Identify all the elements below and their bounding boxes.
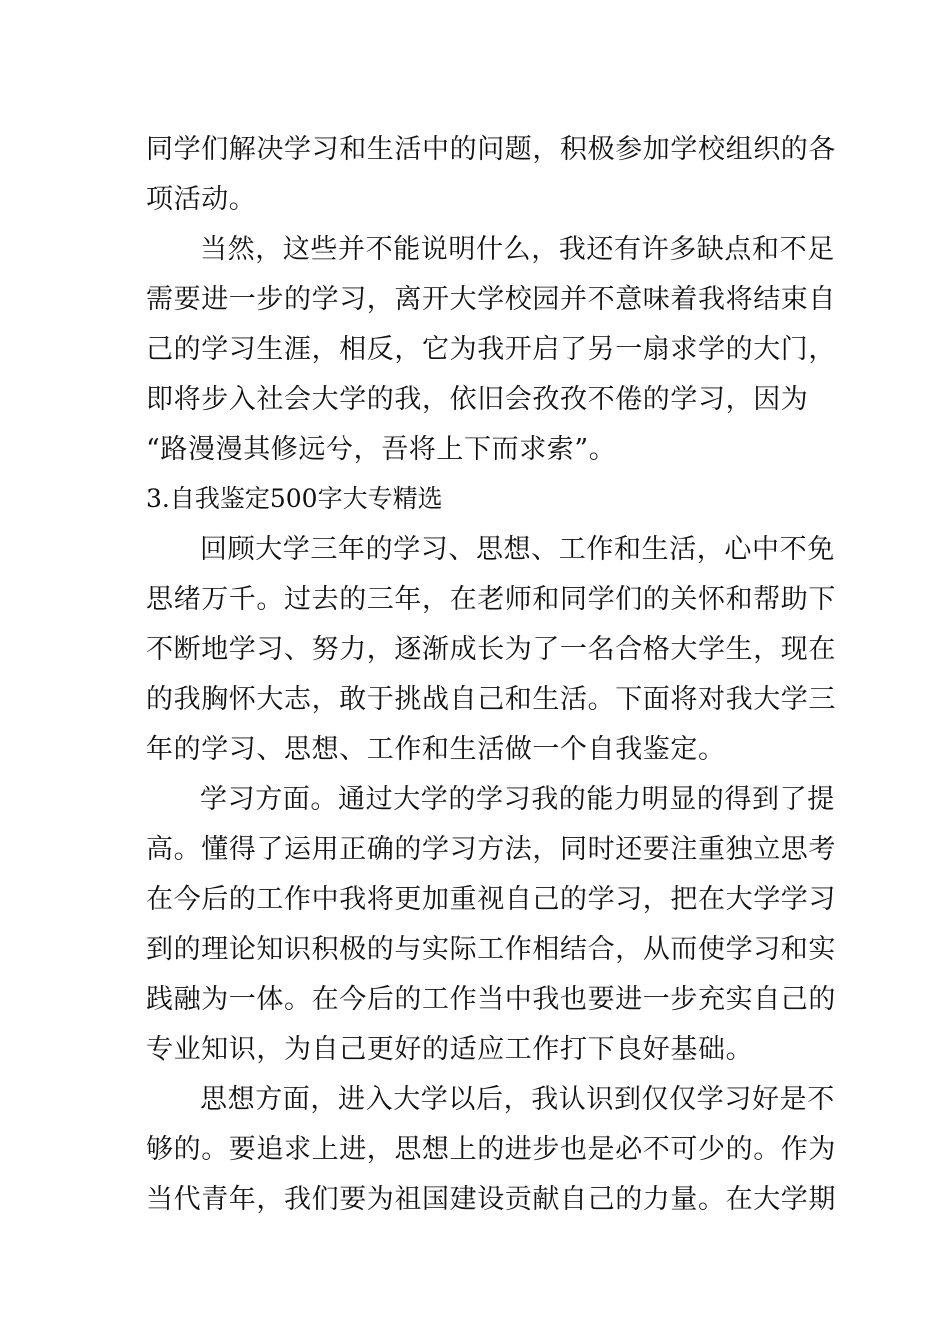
paragraph-line: 当然，这些并不能说明什么，我还有许多缺点和不足 bbox=[200, 234, 835, 265]
section-heading: 3.自我鉴定500字大专精选 bbox=[146, 484, 443, 513]
paragraph-line: 回顾大学三年的学习、思想、工作和生活，心中不免 bbox=[200, 534, 835, 565]
paragraph-line: 的我胸怀大志，敢于挑战自己和生活。下面将对我大学三 bbox=[146, 684, 836, 715]
paragraph-line: 思想方面，进入大学以后，我认识到仅仅学习好是不 bbox=[200, 1084, 835, 1115]
paragraph-line: “路漫漫其修远兮，吾将上下而求索”。 bbox=[146, 434, 617, 465]
paragraph-line: 学习方面。通过大学的学习我的能力明显的得到了提 bbox=[200, 784, 835, 815]
paragraph-line: 不断地学习、努力，逐渐成长为了一名合格大学生，现在 bbox=[146, 634, 836, 665]
paragraph-line: 需要进一步的学习，离开大学校园并不意味着我将结束自 bbox=[146, 284, 836, 315]
paragraph-line: 同学们解决学习和生活中的问题，积极参加学校组织的各 bbox=[146, 134, 836, 165]
paragraph-line: 践融为一体。在今后的工作当中我也要进一步充实自己的 bbox=[146, 984, 836, 1015]
paragraph-line: 年的学习、思想、工作和生活做一个自我鉴定。 bbox=[146, 734, 726, 765]
paragraph-line: 当代青年，我们要为祖国建设贡献自己的力量。在大学期 bbox=[146, 1184, 836, 1215]
paragraph-line: 思绪万千。过去的三年，在老师和同学们的关怀和帮助下 bbox=[146, 584, 836, 615]
paragraph-line: 项活动。 bbox=[146, 184, 257, 215]
paragraph-line: 高。懂得了运用正确的学习方法，同时还要注重独立思考 bbox=[146, 834, 836, 865]
paragraph-line: 够的。要追求上进，思想上的进步也是必不可少的。作为 bbox=[146, 1134, 836, 1165]
paragraph-line: 专业知识，为自己更好的适应工作打下良好基础。 bbox=[146, 1034, 754, 1065]
paragraph-line: 己的学习生涯，相反，它为我开启了另一扇求学的大门， bbox=[146, 334, 836, 365]
paragraph-line: 在今后的工作中我将更加重视自己的学习，把在大学学习 bbox=[146, 884, 836, 915]
paragraph-line: 到的理论知识积极的与实际工作相结合，从而使学习和实 bbox=[146, 934, 836, 965]
paragraph-line: 即将步入社会大学的我，依旧会孜孜不倦的学习，因为 bbox=[146, 384, 809, 415]
